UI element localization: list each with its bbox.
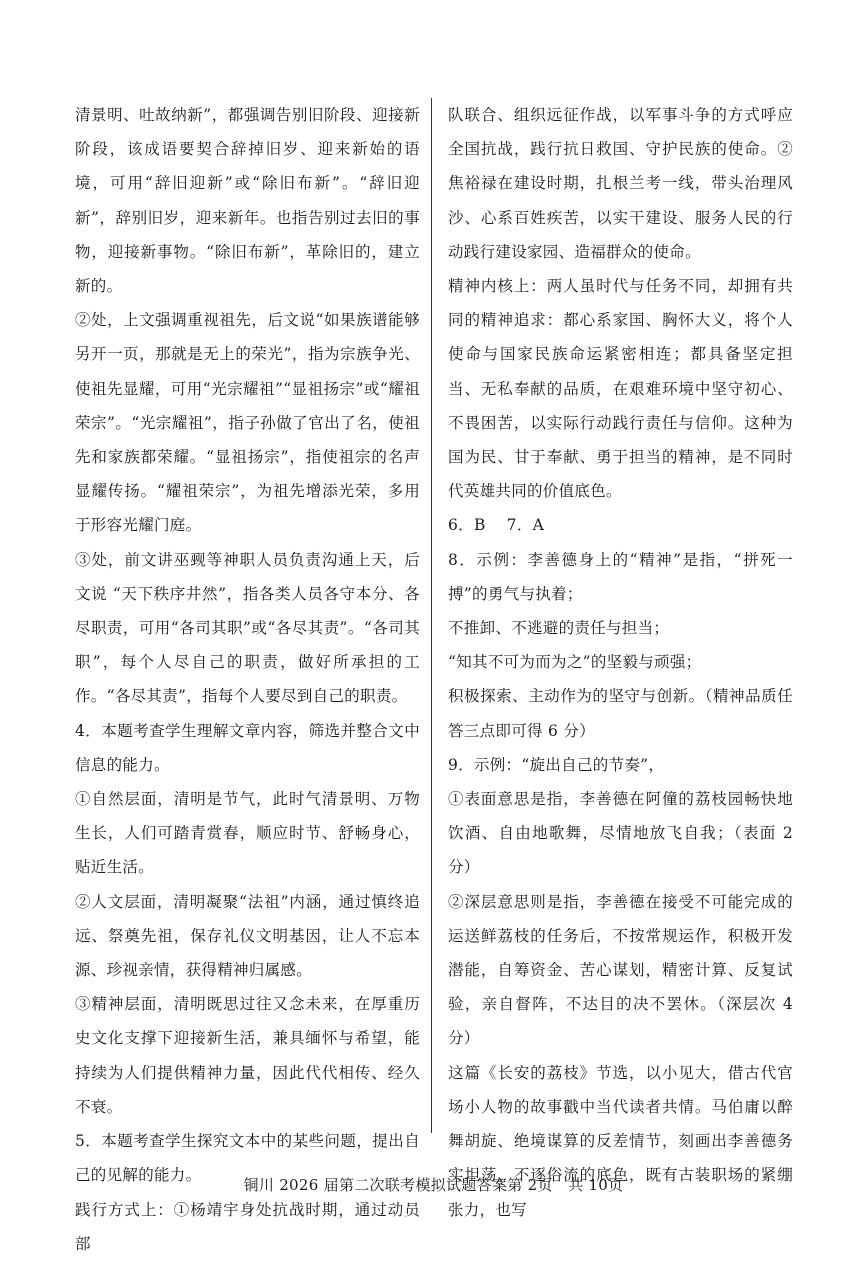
paragraph: 践行方式上：①杨靖宇身处抗战时期，通过动员部 [75,1200,420,1253]
column-divider [431,98,432,1133]
paragraph: 清景明、吐故纳新”，都强调告别旧阶段、迎接新阶段，该成语要契合辞掉旧岁、迎来新始的语境，可用“辞旧迎新”或“除旧布新”。“辞旧迎新”，辞别旧岁，迎来新年。也指告别过去旧的事物，迎接新事物。“除旧布新”，革除旧的，建立新的。 [75,106,420,296]
paragraph: 这篇《长安的荔枝》节选，以小见大，借古代官场小人物的故事戳中当代读者共情。马伯庸以醉舞胡旋、绝境谋算的反差情节，刻画出李善德务实坦荡、不逐俗流的底色，既有古装职场的紧绷张力，也写 [448,1063,793,1219]
paragraph: 8．示例：李善德身上的“精神”是指，“拼死一搏”的勇气与执着； [448,550,793,603]
left-column [75,98,420,1261]
paragraph: ①表面意思是指，李善德在阿僮的荔枝园畅快地饮酒、自由地歌舞，尽情地放飞自我；（表面 2 分） [448,790,793,877]
paragraph: ③处，前文讲巫觋等神职人员负责沟通上天，后文说 “天下秩序井然”，指各类人员各守本分、各尽职责，可用“各司其职”或“各尽其责”。“各司其职”，每个人尽自己的职责，做好所承担的工作。“各尽其责”，指每个人要尽到自己的职责。 [75,550,420,706]
right-column [448,98,793,1227]
paragraph: 9．示例：“旋出自己的节奏”， [448,755,665,774]
paragraph: 精神内核上：两人虽时代与任务不同，却拥有共同的精神追求：都心系家国、胸怀大义，将个人使命与国家民族命运紧密相连；都具备坚定担当、无私奉献的品质，在艰难环境中坚守初心、不畏困苦，以实际行动践行责任与信仰。这种为国为民、甘于奉献、勇于担当的精神，是不同时代英雄共同的价值底色。 [448,277,793,501]
paragraph: ②处，上文强调重视祖先，后文说“如果族谱能够另开一页，那就是无上的荣光”，指为宗族争光、使祖先显耀，可用“光宗耀祖”“显祖扬宗”或“耀祖荣宗”。“光宗耀祖”，指子孙做了官出了名，使祖先和家族都荣耀。“显祖扬宗”，指使祖宗的名声显耀传扬。“耀祖荣宗”，为祖先增添光荣，多用于形容光耀门庭。 [75,311,420,535]
paragraph: ②人文层面，清明凝聚“法祖”内涵，通过慎终追远、祭奠先祖，保存礼仪文明基因，让人不忘本源、珍视亲情，获得精神归属感。 [75,892,420,980]
paragraph: 5．本题考查学生探究文本中的某些问题，提出自己的见解的能力。 [75,1132,420,1185]
paragraph: 积极探索、主动作为的坚守与创新。（精神品质任答三点即可得 6 分） [448,687,793,740]
paragraph: 队联合、组织远征作战，以军事斗争的方式呼应全国抗战，践行抗日救国、守护民族的使命。②焦裕禄在建设时期，扎根兰考一线，带头治理风沙、心系百姓疾苦，以实干建设、服务人民的行动践行建设家园、造福群众的使命。 [448,106,793,261]
paragraph: 不推卸、不逃避的责任与担当； [448,619,670,638]
page-footer: 铜川 2026 届第二次联考模拟试题答案第 2页 共 10页 [243,1176,624,1194]
paragraph: 6．B 7．A [448,516,545,535]
paragraph: “知其不可为而为之”的坚毅与顽强； [448,653,702,672]
paragraph: ②深层意思则是指，李善德在接受不可能完成的运送鲜荔枝的任务后，不按常规运作，积极开发潜能，自筹资金、苦心谋划，精密计算、反复试验，亲自督阵，不达目的决不罢休。（深层次 4 分） [448,892,793,1048]
paragraph: ③精神层面，清明既思过往又念未来，在厚重历史文化支撑下迎接新生活，兼具缅怀与希望，能持续为人们提供精神力量，因此代代相传、经久不衰。 [75,995,420,1116]
paragraph: 4．本题考查学生理解文章内容，筛选并整合文中信息的能力。 [75,721,420,774]
paragraph: ①自然层面，清明是节气，此时气清景明、万物生长，人们可踏青赏春，顺应时节、舒畅身心，贴近生活。 [75,790,420,877]
